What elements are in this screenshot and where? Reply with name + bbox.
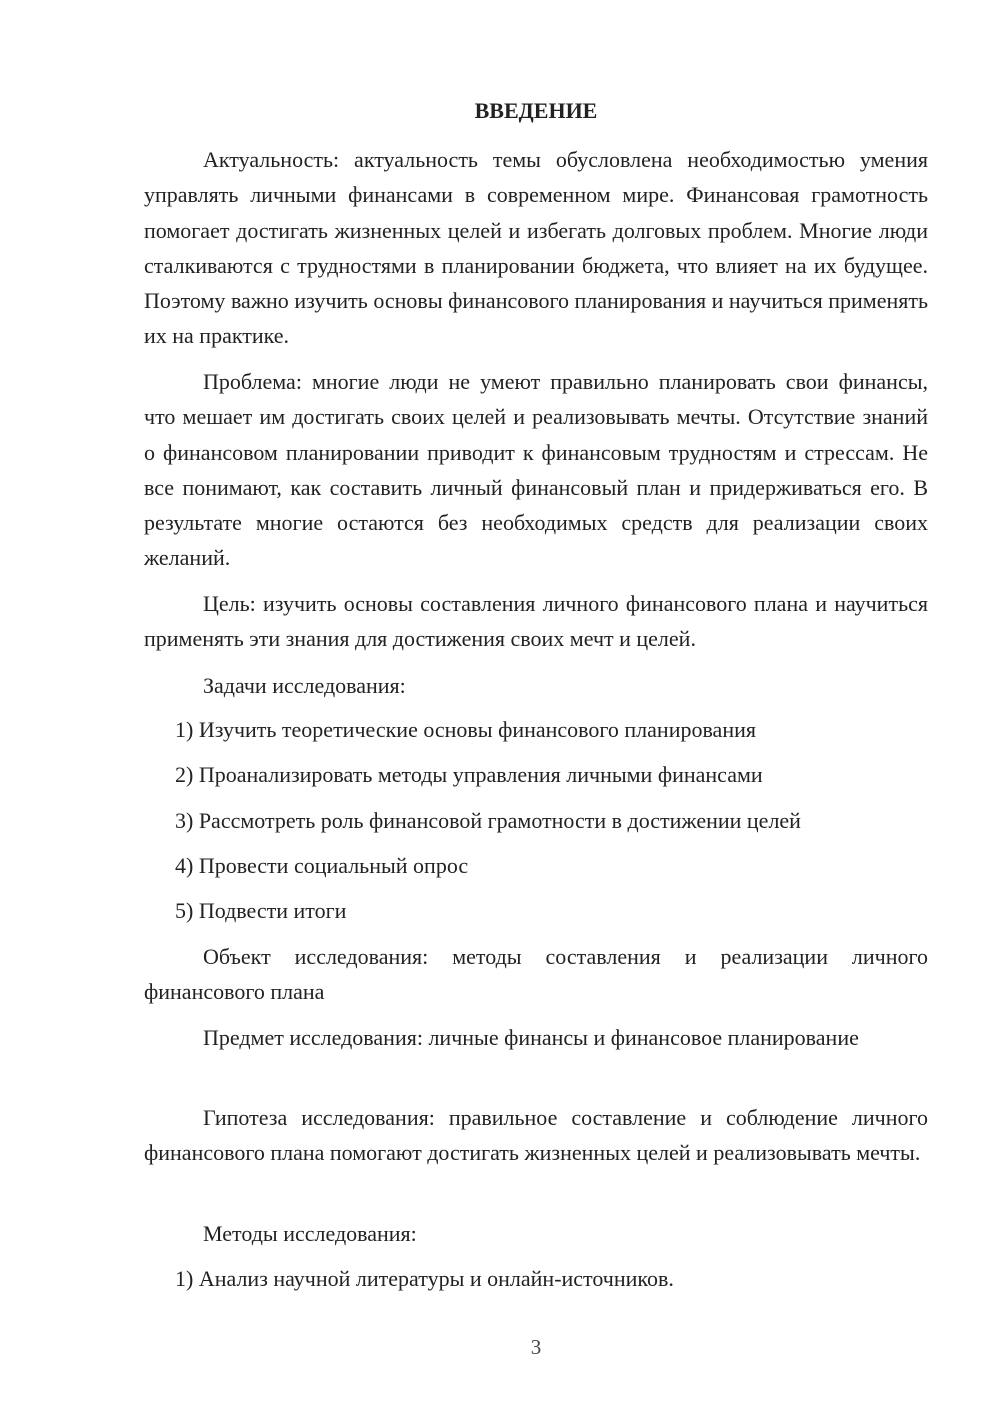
subject-paragraph: Предмет исследования: личные финансы и финансовое планирование [203,1025,859,1050]
task-item: 1) Изучить теоретические основы финансового планирования [175,717,756,742]
goal-paragraph: Цель: изучить основы составления личного финансового плана и научиться применять эти знания для достижения своих мечт и целей. [144,591,928,652]
page-title: ВВЕДЕНИЕ [474,98,598,123]
relevance-paragraph: Актуальность: актуальность темы обусловлена необходимостью умения управлять личными финансами в современном мире. Финансовая грамотность помогает достигать жизненных целей и избегать долговых проблем. Многие люди сталкиваются с трудностями в планировании бюджета, что влияет на их будущее. Поэтому важно изучить основы финансового планирования и научиться применять их на практике. [144,147,928,349]
method-item: 1) Анализ научной литературы и онлайн-источников. [175,1266,674,1291]
task-item: 5) Подвести итоги [175,898,347,923]
object-paragraph: Объект исследования: методы составления и реализации личного финансового плана [144,944,928,1005]
hypothesis-paragraph: Гипотеза исследования: правильное составление и соблюдение личного финансового плана помогают достигать жизненных целей и реализовывать мечты. [144,1105,928,1166]
task-item: 2) Проанализировать методы управления личными финансами [175,762,763,787]
page-number: 3 [530,1335,542,1359]
tasks-heading: Задачи исследования: [203,673,406,698]
problem-paragraph: Проблема: многие люди не умеют правильно планировать свои финансы, что мешает им достигать своих целей и реализовывать мечты. Отсутствие знаний о финансовом планировании приводит к финансовым трудностям и стрессам. Не все понимают, как составить личный финансовый план и придерживаться его. В результате многие остаются без необходимых средств для реализации своих желаний. [144,369,928,571]
task-item: 3) Рассмотреть роль финансовой грамотности в достижении целей [175,808,801,833]
methods-heading: Методы исследования: [203,1221,417,1246]
task-item: 4) Провести социальный опрос [175,853,469,878]
